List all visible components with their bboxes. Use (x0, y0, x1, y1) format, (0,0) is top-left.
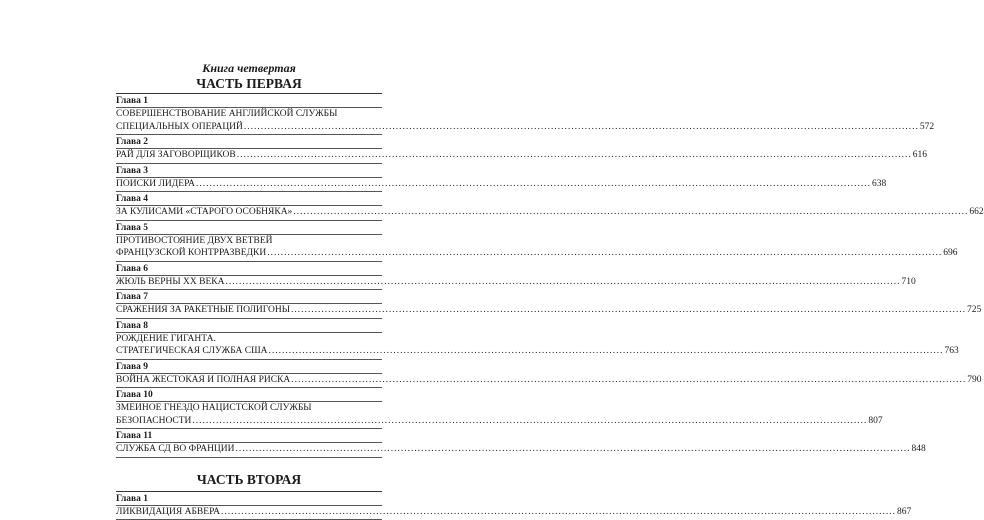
chapter-title-line: СТРАТЕГИЧЕСКАЯ СЛУЖБА США (116, 346, 268, 356)
divider (116, 318, 382, 319)
toc-entry[interactable] (116, 304, 982, 317)
page-number: 725 (967, 305, 982, 315)
page-number: 710 (901, 276, 916, 287)
divider (116, 261, 382, 262)
chapter-label: Глава 9 (116, 361, 149, 372)
chapter-label: Глава 7 (116, 292, 149, 302)
chapter-title-line: ВОЙНА ЖЕСТОКАЯ И ПОЛНАЯ РИСКА (116, 374, 291, 385)
chapter-label: Глава 3 (116, 165, 149, 176)
chapter-title-line: ЗМЕИНОЕ ГНЕЗДО НАЦИСТСКОЙ СЛУЖБЫ (116, 403, 312, 413)
page-number: 638 (872, 178, 887, 189)
toc-entry[interactable] (116, 345, 959, 358)
dot-leader: ........................................................................................................................................................................................................ (291, 374, 967, 385)
chapter-title-line: СЛУЖБА СД ВО ФРАНЦИИ (116, 444, 235, 454)
divider (116, 220, 382, 221)
part-title: ЧАСТЬ ПЕРВАЯ (196, 76, 302, 91)
page-number: 790 (967, 374, 982, 385)
dot-leader: ........................................................................................................................................................................................................ (192, 415, 868, 426)
chapter-title-line: СОВЕРШЕНСТВОВАНИЕ АНГЛИЙСКОЙ СЛУЖБЫ (116, 109, 338, 119)
chapter-title-line: ФРАНЦУЗСКОЙ КОНТРРАЗВЕДКИ (116, 248, 267, 258)
chapter-label: Глава 4 (116, 194, 149, 204)
toc-entry[interactable] (116, 206, 984, 219)
page-number: 696 (943, 248, 958, 258)
page-number: 662 (969, 207, 984, 217)
dot-leader: ........................................................................................................................................................................................................ (221, 506, 896, 517)
toc-entry[interactable] (116, 247, 958, 260)
chapter-label: Глава 5 (116, 222, 149, 233)
toc-entry[interactable] (116, 374, 982, 387)
chapter-title-line: ЖЮЛЬ ВЕРНЫ XX ВЕКА (116, 276, 225, 287)
dot-leader: ........................................................................................................................................................................................................ (268, 346, 944, 356)
toc-entry[interactable] (116, 149, 928, 162)
page-number: 848 (911, 444, 926, 454)
chapter-title-line: ЗА КУЛИСАМИ «СТАРОГО ОСОБНЯКА» (116, 207, 293, 217)
chapter-label: Глава 1 (116, 493, 149, 504)
dot-leader: ........................................................................................................................................................................................................ (291, 305, 967, 315)
divider (116, 289, 382, 290)
page-number: 807 (868, 415, 883, 426)
toc-entry[interactable] (116, 506, 912, 519)
divider (116, 428, 382, 429)
chapter-title-line: ПРОТИВОСТОЯНИЕ ДВУХ ВЕТВЕЙ (116, 235, 273, 246)
divider (116, 163, 382, 164)
chapter-title-line: РАЙ ДЛЯ ЗАГОВОРЩИКОВ (116, 150, 236, 160)
page-number: 616 (912, 150, 928, 160)
dot-leader: ........................................................................................................................................................................................................ (225, 276, 901, 287)
dot-leader: ........................................................................................................................................................................................................ (196, 178, 872, 189)
chapter-label: Глава 2 (116, 137, 149, 147)
table-of-contents (116, 61, 984, 520)
chapter-label: Глава 6 (116, 263, 149, 274)
chapter-label: Глава 1 (116, 96, 149, 106)
dot-leader: ........................................................................................................................................................................................................ (236, 150, 912, 160)
toc-entry[interactable] (116, 443, 926, 456)
chapter-title-line: СРАЖЕНИЯ ЗА РАКЕТНЫЕ ПОЛИГОНЫ (116, 305, 291, 315)
chapter-title-line: СПЕЦИАЛЬНЫХ ОПЕРАЦИЙ (116, 121, 243, 132)
divider (116, 191, 382, 192)
page-number: 572 (919, 121, 935, 132)
chapter-label: Глава 11 (116, 431, 153, 441)
chapter-label: Глава 10 (116, 390, 153, 400)
dot-leader: ........................................................................................................................................................................................................ (243, 121, 919, 132)
part-title: ЧАСТЬ ВТОРАЯ (196, 471, 302, 487)
page-number: 763 (944, 346, 959, 356)
chapter-title-line: РОЖДЕНИЕ ГИГАНТА. (116, 333, 216, 344)
toc-entry[interactable] (116, 178, 887, 191)
divider (116, 93, 382, 94)
toc-entry[interactable] (116, 276, 916, 289)
dot-leader: ........................................................................................................................................................................................................ (235, 444, 911, 454)
toc-entry[interactable] (116, 415, 883, 428)
divider (116, 387, 382, 388)
divider (116, 457, 382, 458)
divider (116, 134, 382, 135)
parts-container (116, 76, 984, 520)
page-number: 867 (897, 506, 912, 517)
chapter-title-line: ПОИСКИ ЛИДЕРА (116, 178, 196, 189)
chapter-label: Глава 8 (116, 320, 149, 331)
chapter-title-line: БЕЗОПАСНОСТИ (116, 415, 192, 426)
dot-leader: ........................................................................................................................................................................................................ (267, 248, 943, 258)
toc-entry[interactable] (116, 121, 935, 134)
divider (116, 359, 382, 360)
dot-leader: ........................................................................................................................................................................................................ (293, 207, 969, 217)
book-title: Книга четвертая (202, 61, 296, 75)
chapter-title-line: ЛИКВИДАЦИЯ АБВЕРА (116, 506, 220, 517)
divider (116, 491, 382, 492)
